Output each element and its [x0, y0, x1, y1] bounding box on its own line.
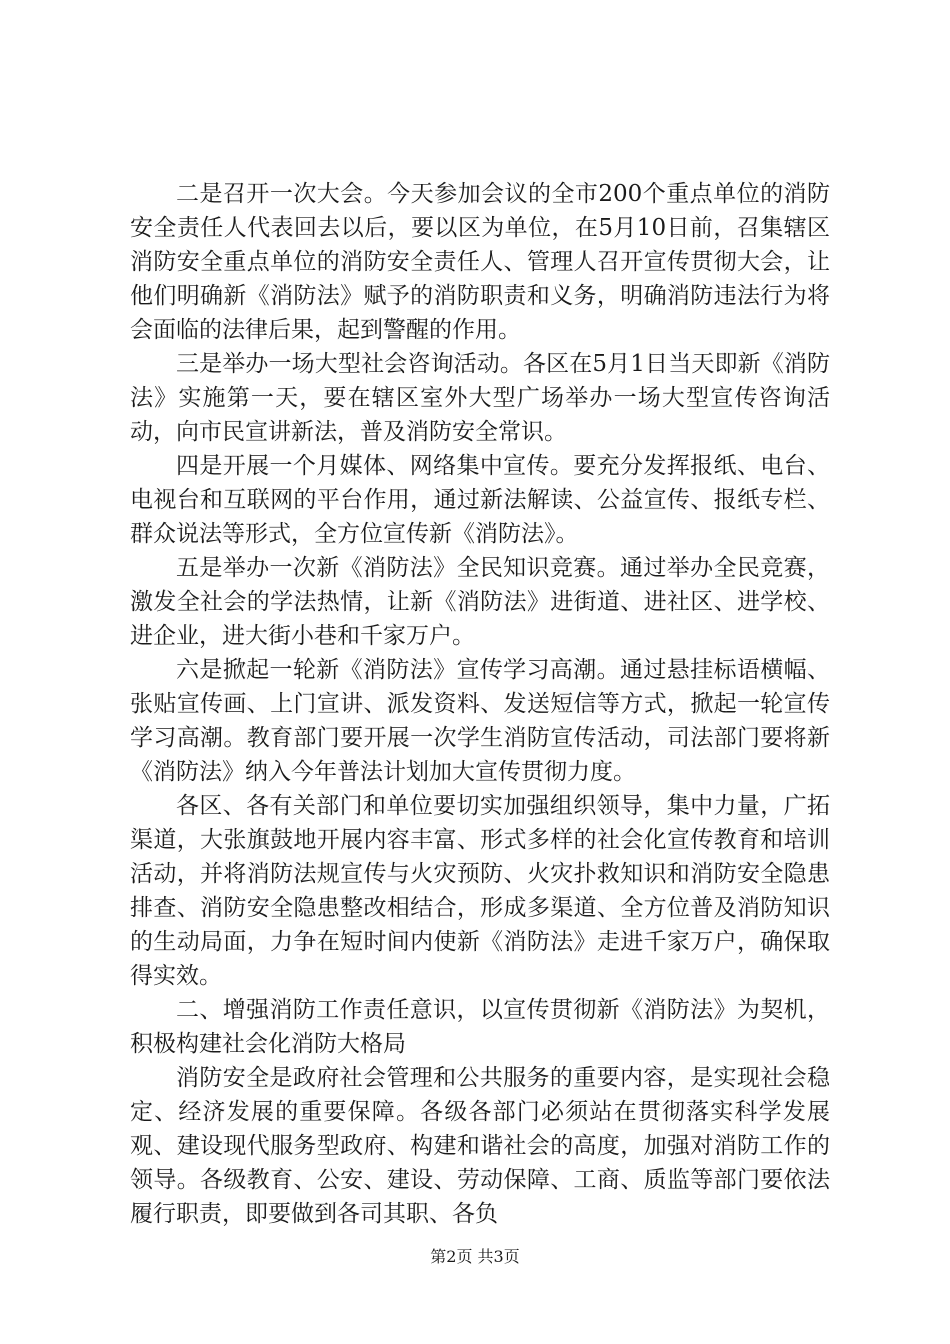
- paragraph-responsibility: 消防安全是政府社会管理和公共服务的重要内容，是实现社会稳定、经济发展的重要保障。各级各部门必须站在贯彻落实科学发展观、建设现代服务型政府、构建和谐社会的高度，加强对消防工作的领导。各级教育、公安、建设、劳动保障、工商、质监等部门要依法履行职责，即要做到各司其职、各负: [130, 1065, 830, 1227]
- section-heading: 二、增强消防工作责任意识，以宣传贯彻新《消防法》为契机，积极构建社会化消防大格局: [130, 997, 830, 1057]
- document-body: [130, 177, 830, 1231]
- paragraph-campaign: 六是掀起一轮新《消防法》宣传学习高潮。通过悬挂标语横幅、张贴宣传画、上门宣讲、派发资料、发送短信等方式，掀起一轮宣传学习高潮。教育部门要开展一次学生消防宣传活动，司法部门要将新《消防法》纳入今年普法计划加大宣传贯彻力度。: [130, 657, 830, 785]
- page-footer: 第2页 共3页: [430, 1247, 520, 1266]
- paragraph-media: 四是开展一个月媒体、网络集中宣传。要充分发挥报纸、电台、电视台和互联网的平台作用，通过新法解读、公益宣传、报纸专栏、群众说法等形式，全方位宣传新《消防法》。: [130, 453, 830, 547]
- paragraph-organization: 各区、各有关部门和单位要切实加强组织领导，集中力量，广拓渠道，大张旗鼓地开展内容丰富、形式多样的社会化宣传教育和培训活动，并将消防法规宣传与火灾预防、火灾扑救知识和消防安全隐患排查、消防安全隐患整改相结合，形成多渠道、全方位普及消防知识的生动局面，力争在短时间内使新《消防法》走进千家万户，确保取得实效。: [130, 793, 830, 989]
- paragraph-contest: 五是举办一次新《消防法》全民知识竞赛。通过举办全民竞赛，激发全社会的学法热情，让新《消防法》进街道、进社区、进学校、进企业，进大街小巷和千家万户。: [130, 555, 830, 649]
- paragraph-meeting: 二是召开一次大会。今天参加会议的全市200个重点单位的消防安全责任人代表回去以后，要以区为单位，在5月10日前，召集辖区消防安全重点单位的消防安全责任人、管理人召开宣传贯彻大会，让他们明确新《消防法》赋予的消防职责和义务，明确消防违法行为将会面临的法律后果，起到警醒的作用。: [130, 181, 830, 343]
- paragraph-consultation: 三是举办一场大型社会咨询活动。各区在5月1日当天即新《消防法》实施第一天，要在辖区室外大型广场举办一场大型宣传咨询活动，向市民宣讲新法，普及消防安全常识。: [130, 351, 830, 445]
